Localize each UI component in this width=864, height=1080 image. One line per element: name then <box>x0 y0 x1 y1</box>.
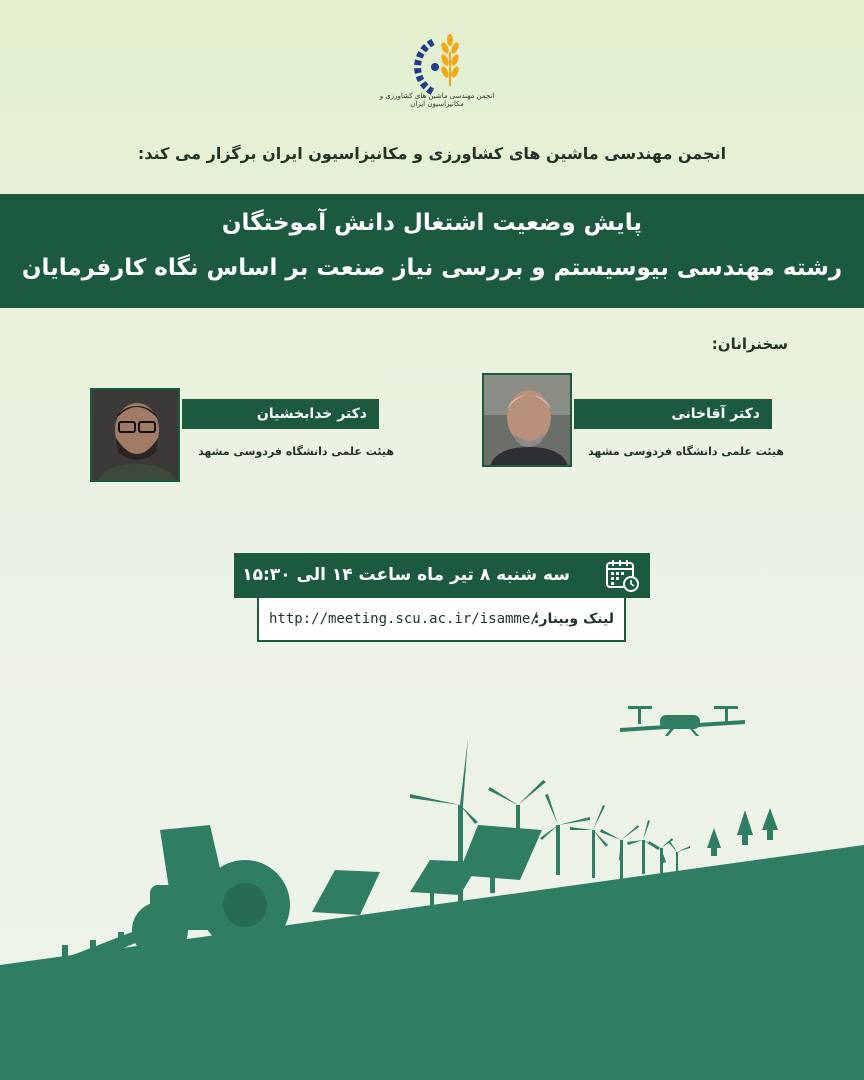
speaker-2-photo <box>90 388 180 482</box>
speaker-1-name: دکتر آقاخانی <box>574 399 772 429</box>
speaker-1-photo <box>482 373 572 467</box>
title-line-1: پایش وضعیت اشتغال دانش آموختگان <box>221 210 643 236</box>
title-line-2: رشته مهندسی بیوسیستم و بررسی نیاز صنعت بر اساس نگاه کارفرمایان <box>21 255 843 281</box>
drone-icon <box>620 706 745 736</box>
speaker-2-name: دکتر خدابخشیان <box>182 399 379 429</box>
intro-text: انجمن مهندسی ماشین های کشاورزی و مکانیزاسیون ایران برگزار می کند: <box>137 144 727 163</box>
webinar-link-url[interactable]: http://meeting.scu.ac.ir/isamme/ <box>269 611 539 627</box>
logo-org-name: انجمن مهندسی ماشین های کشاورزی و مکانیزاسیون ایران <box>379 92 495 108</box>
event-date-time: سه شنبه ۸ تیر ماه ساعت ۱۴ الی ۱۵:۳۰ <box>242 565 570 585</box>
speakers-label: سخنرانان: <box>711 335 788 353</box>
farm-landscape-illustration <box>0 690 864 1080</box>
speaker-1-affiliation: هیئت علمی دانشگاه فردوسی مشهد <box>588 445 784 458</box>
calendar-clock-icon <box>604 557 640 593</box>
speaker-2-affiliation: هیئت علمی دانشگاه فردوسی مشهد <box>198 445 394 458</box>
event-date-box <box>234 553 650 598</box>
webinar-link-box[interactable] <box>257 598 626 642</box>
webinar-link-label: لینک وبینار: <box>533 611 614 627</box>
